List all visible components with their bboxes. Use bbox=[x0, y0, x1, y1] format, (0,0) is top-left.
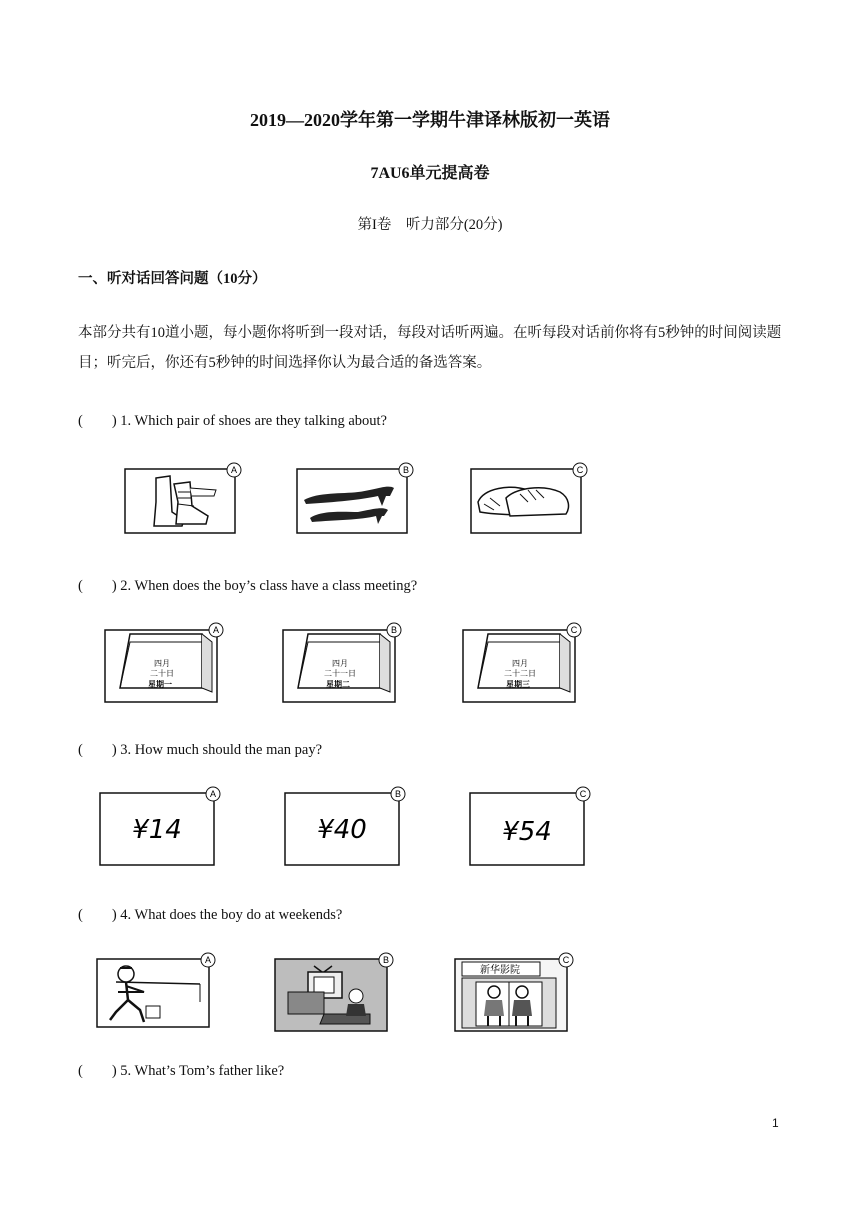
q3-c-price: ¥54 bbox=[502, 817, 552, 847]
question-2: ( ) 2. When does the boy’s class have a class meeting? bbox=[78, 578, 418, 594]
q2-b-weekday: 星期二 bbox=[326, 680, 350, 689]
document-subtitle: 7AU6单元提高卷 bbox=[370, 165, 490, 182]
q2-letter-a: A bbox=[212, 625, 220, 635]
q2-option-b-calendar bbox=[282, 622, 406, 709]
question-5: ( ) 5. What’s Tom’s father like? bbox=[78, 1063, 285, 1079]
instructions: 本部分共有10道小题，每小题你将听到一段对话，每段对话听两遍。在听每段对话前你将有5秒钟的时间阅读题目；听完后，你还有5秒钟的时间选择你认为最合适的备选答案。 bbox=[78, 325, 782, 371]
q2-b-day: 二十一日 bbox=[324, 669, 356, 678]
q1-letter-a: A bbox=[230, 465, 238, 475]
q2-a-month: 四月 bbox=[154, 659, 170, 668]
q3-letter-c: C bbox=[579, 789, 587, 799]
q2-letter-b: B bbox=[390, 625, 398, 635]
q3-option-a-price-card bbox=[99, 786, 225, 873]
q2-c-weekday: 星期三 bbox=[506, 680, 530, 689]
q3-a-price: ¥14 bbox=[132, 815, 182, 845]
q3-letter-a: A bbox=[209, 789, 217, 799]
q2-a-day: 二十日 bbox=[150, 669, 174, 678]
q4-option-c-cinema bbox=[454, 952, 578, 1039]
q2-a-weekday: 星期一 bbox=[148, 680, 172, 689]
q2-c-month: 四月 bbox=[512, 659, 528, 668]
q1-letter-c: C bbox=[576, 465, 584, 475]
part-heading: 第I卷 听力部分(20分) bbox=[357, 217, 503, 233]
q2-c-day: 二十二日 bbox=[504, 669, 536, 678]
question-1: ( ) 1. Which pair of shoes are they talking about? bbox=[78, 413, 387, 429]
q1-option-a-boots bbox=[124, 462, 244, 541]
q3-option-c-price-card bbox=[469, 786, 595, 873]
q1-option-b-heels bbox=[296, 462, 416, 541]
q3-letter-b: B bbox=[394, 789, 402, 799]
section-heading: 一、听对话回答问题（10分） bbox=[78, 271, 267, 287]
q2-option-c-calendar bbox=[462, 622, 586, 709]
q2-b-month: 四月 bbox=[332, 659, 348, 668]
document-title: 2019—2020学年第一学期牛津译林版初一英语 bbox=[250, 110, 610, 130]
q4-letter-a: A bbox=[204, 955, 212, 965]
q4-letter-b: B bbox=[382, 955, 390, 965]
question-3: ( ) 3. How much should the man pay? bbox=[78, 742, 323, 758]
q4-option-b-watching-tv bbox=[274, 952, 398, 1039]
q4-cinema-sign: 新华影院 bbox=[480, 965, 520, 976]
q3-option-b-price-card bbox=[284, 786, 410, 873]
page-number: 1 bbox=[772, 1116, 779, 1130]
q2-option-a-calendar bbox=[104, 622, 228, 709]
q4-letter-c: C bbox=[562, 955, 570, 965]
question-4: ( ) 4. What does the boy do at weekends? bbox=[78, 907, 343, 923]
q1-option-c-sneakers bbox=[470, 462, 590, 541]
q1-letter-b: B bbox=[402, 465, 410, 475]
q3-b-price: ¥40 bbox=[317, 815, 367, 845]
q2-letter-c: C bbox=[570, 625, 578, 635]
q4-option-a-fishing-boy bbox=[96, 952, 220, 1035]
